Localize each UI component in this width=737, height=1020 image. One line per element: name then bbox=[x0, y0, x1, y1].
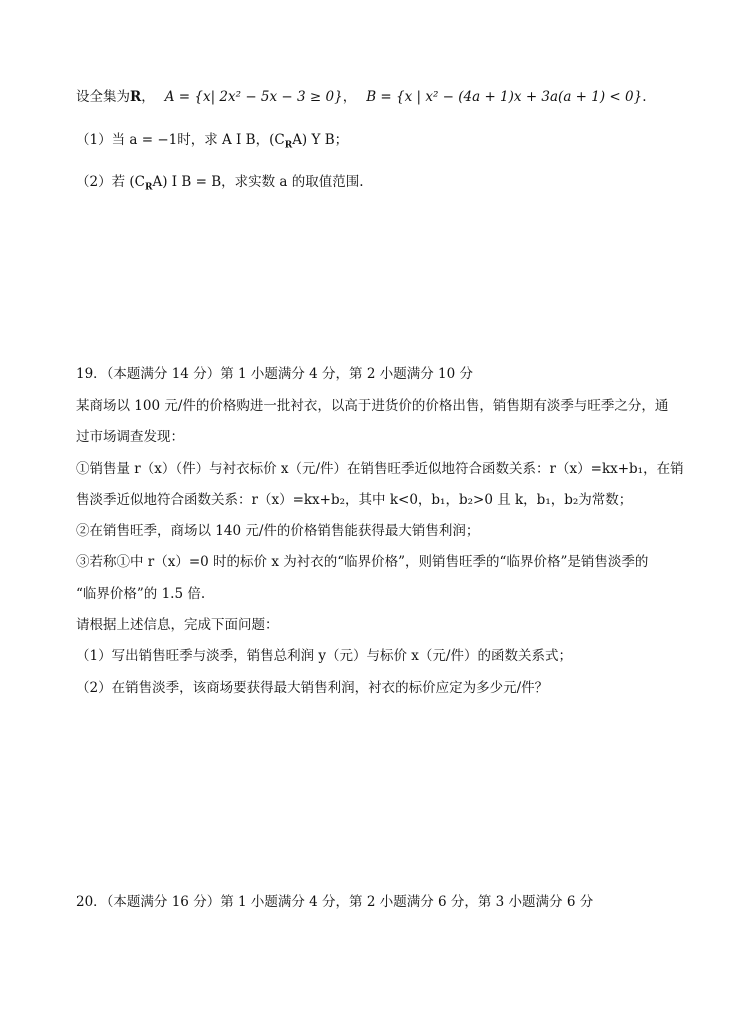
p19-para-2: 过市场调查发现： bbox=[76, 429, 184, 445]
set-definition-line bbox=[76, 88, 697, 106]
p19-para-1: 某商场以 100 元/件的价格购进一批衬衣，以高于进货价的价格出售，销售期有淡季与旺季之分，通 bbox=[76, 398, 669, 414]
p19-condition-1b: 售淡季近似地符合函数关系：r（x）=kx+b₂，其中 k<0，b₁，b₂>0 且 k，b₁，b₂为常数； bbox=[76, 492, 633, 508]
set-A-definition: A = {x| 2x² − 5x − 3 ≥ 0} bbox=[164, 89, 343, 105]
p18-part2-text: （2）若 (C bbox=[76, 174, 145, 190]
p18-part1-text: （1）当 a = −1时，求 A I B，(C bbox=[76, 132, 285, 148]
set-B-definition: B = {x | x² − (4a + 1)x + 3a(a + 1) < 0} bbox=[366, 89, 643, 105]
p18-part2-tail: A) I B = B，求实数 a 的取值范围. bbox=[152, 174, 364, 190]
set-comma: ， bbox=[141, 89, 155, 105]
set-R: R bbox=[130, 89, 142, 105]
set-comma-2: ， bbox=[342, 89, 357, 105]
p18-part1 bbox=[76, 131, 697, 155]
p18-part2-sub: R bbox=[144, 182, 153, 193]
p19-question-2: （2）在销售淡季，该商场要获得最大销售利润，衬衣的标价应定为多少元/件？ bbox=[76, 680, 549, 696]
p20-header: 20．（本题满分 16 分）第 1 小题满分 4 分，第 2 小题满分 6 分，第 3 小题满分 6 分 bbox=[76, 894, 594, 910]
p18-part1-tail: A) Y B； bbox=[292, 132, 349, 148]
set-intro: 设全集为 bbox=[76, 89, 130, 105]
p19-condition-3b: “临界价格”的 1.5 倍. bbox=[76, 586, 206, 602]
p19-header: 19．（本题满分 14 分）第 1 小题满分 4 分，第 2 小题满分 10 分 bbox=[76, 366, 473, 382]
p19-condition-3a: ③若称①中 r（x）=0 时的标价 x 为衬衣的“临界价格”，则销售旺季的“临界价格”是销售淡季的 bbox=[76, 554, 649, 570]
p19-ask: 请根据上述信息，完成下面问题： bbox=[76, 617, 279, 633]
set-end: . bbox=[642, 89, 647, 105]
p19-question-1: （1）写出销售旺季与淡季，销售总利润 y（元）与标价 x（元/件）的函数关系式； bbox=[76, 648, 572, 664]
p19-condition-1a: ①销售量 r（x）（件）与衬衣标价 x（元/件）在销售旺季近似地符合函数关系：r（x）=kx+b₁，在销 bbox=[76, 461, 684, 477]
p19-condition-2: ②在销售旺季，商场以 140 元/件的价格销售能获得最大销售利润； bbox=[76, 523, 480, 539]
p18-part2 bbox=[76, 173, 697, 197]
p18-part1-sub: R bbox=[284, 140, 293, 151]
